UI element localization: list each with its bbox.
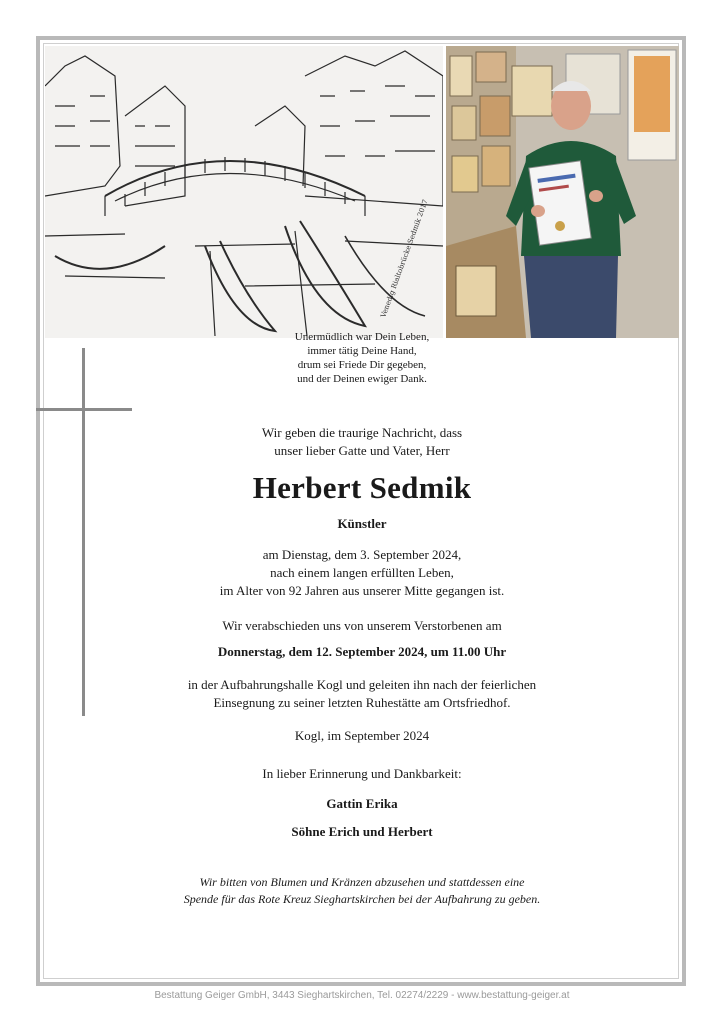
announcement-intro xyxy=(0,424,724,460)
deceased-name: Herbert Sedmik xyxy=(252,470,472,505)
death-line: nach einem langen erfüllten Leben, xyxy=(270,565,454,580)
parte-frame xyxy=(36,36,686,986)
verse-line: drum sei Friede Dir gegeben, xyxy=(297,359,427,371)
deceased-profession: Künstler xyxy=(337,516,387,531)
cross-vertical xyxy=(82,348,85,716)
mourner-wife: Gattin Erika xyxy=(326,796,398,811)
note-line: Wir bitten von Blumen und Kränzen abzusehen und stattdessen eine xyxy=(199,875,525,889)
farewell-text: Wir verabschieden uns von unserem Verstorbenen am xyxy=(222,618,502,633)
venice-sketch-image xyxy=(45,46,443,338)
donation-note xyxy=(0,874,724,908)
intro-line: unser lieber Gatte und Vater, Herr xyxy=(274,443,450,458)
mourner-sons: Söhne Erich und Herbert xyxy=(291,824,433,839)
note-line: Spende für das Rote Kreuz Sieghartskirchen bei der Aufbahrung zu geben. xyxy=(183,892,541,906)
artist-photo-image xyxy=(446,46,679,338)
place-line: Einsegnung zu seiner letzten Ruhestätte am Ortsfriedhof. xyxy=(213,695,511,710)
funeral-place xyxy=(0,676,724,712)
funeral-home-footer: Bestattung Geiger GmbH, 3443 Sieghartskirchen, Tel. 02274/2229 - www.bestattung-geiger.at xyxy=(154,990,570,1001)
funeral-date: Donnerstag, dem 12. September 2024, um 11.00 Uhr xyxy=(217,644,507,659)
death-details xyxy=(0,546,724,600)
verse-line: immer tätig Deine Hand, xyxy=(307,345,417,357)
sketch-signature: Venedig Rialtobrücke Sedmik 2017 xyxy=(379,198,430,319)
cross-horizontal xyxy=(36,408,132,411)
verse xyxy=(0,330,724,386)
thanks-text: In lieber Erinnerung und Dankbarkeit: xyxy=(262,766,462,781)
death-line: am Dienstag, dem 3. September 2024, xyxy=(262,547,462,562)
verse-line: und der Deinen ewiger Dank. xyxy=(297,373,427,385)
verse-line: Unermüdlich war Dein Leben, xyxy=(294,331,430,343)
place-line: in der Aufbahrungshalle Kogl und geleiten ihn nach der feierlichen xyxy=(187,677,537,692)
intro-line: Wir geben die traurige Nachricht, dass xyxy=(261,425,463,440)
header-images xyxy=(45,46,679,338)
city-date: Kogl, im September 2024 xyxy=(294,728,430,743)
death-line: im Alter von 92 Jahren aus unserer Mitte gegangen ist. xyxy=(219,583,505,598)
